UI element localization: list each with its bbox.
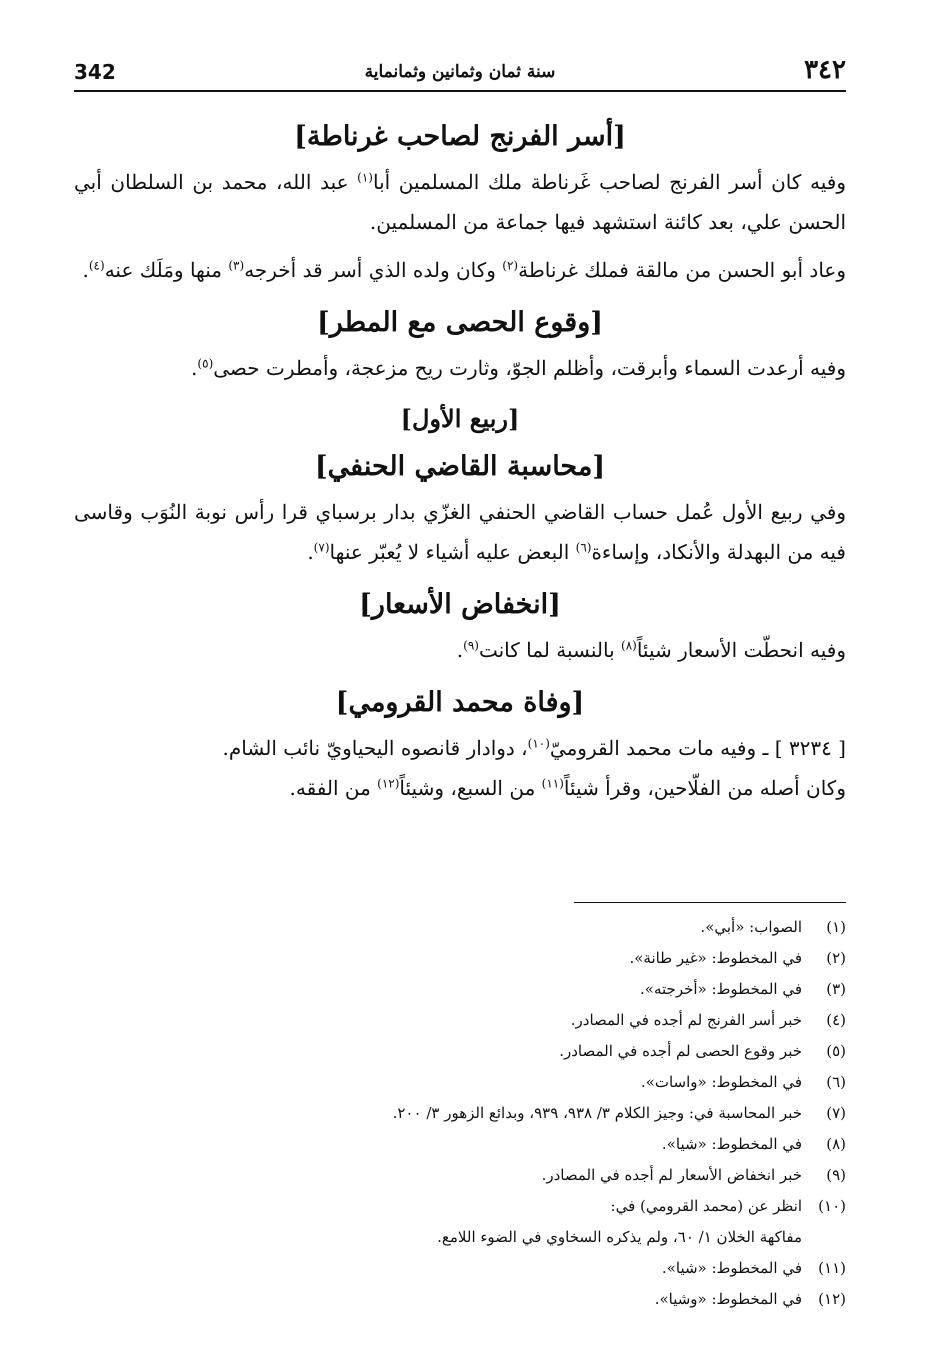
footnote-item: (٥)خبر وقوع الحصى لم أجده في المصادر. <box>559 1042 846 1060</box>
footnote-item: (١٠)انظر عن (محمد القرومي) في: <box>610 1197 846 1215</box>
section-title-qarumi-death: [وفاة محمد القرومي] <box>335 687 585 718</box>
paragraph: وفيه انحطّت الأسعار شيئاً$^{(٨)}$ بالنسبة لما كانت$^{(٩)}$. <box>456 638 846 662</box>
footnote-item: (٦)في المخطوط: «واسات». <box>640 1073 846 1091</box>
main-text <box>74 112 846 808</box>
paragraph: [ ٣٢٣٤ ] ـ وفيه مات محمد القروميّ$^{(١٠)}$، دوادار قانصوه اليحياويّ نائب الشام. <box>222 736 846 760</box>
footnotes <box>74 912 846 1315</box>
paragraph: وفيه كان أسر الفرنج لصاحب غَرناطة ملك المسلمين أبا$^{(١)}$ عبد الله، محمد بن السلطان أبي الحسن علي، بعد كائنة استشهد فيها جماعة من المسلمين. <box>74 170 847 234</box>
paragraph: وعاد أبو الحسن من مالقة فملك غرناطة$^{(٢)}$ وكان ولده الذي أسر قد أخرجه$^{(٣)}$ منها ومَلَك عنه$^{(٤)}$. <box>82 258 846 282</box>
footnote-item: (٩)خبر انخفاض الأسعار لم أجده في المصادر. <box>541 1166 846 1184</box>
footnote-ref[interactable]: (٥) <box>197 356 214 371</box>
footnote-item: (٤)خبر أسر الفرنج لم أجده في المصادر. <box>570 1011 846 1029</box>
paragraph: وفي ربيع الأول عُمل حساب القاضي الحنفي الغزّي بدار برسباي قرا رأس نوبة النُوَب وقاسى فيه من البهدلة والأنكاد، وإساءة$^{(٦)}$ البعض عليه أشياء لا يُعبّر عنها$^{(٧)}$. <box>74 500 846 564</box>
paragraph: وفيه أرعدت السماء وأبرقت، وأظلم الجوّ، وثارت ريح مزعجة، وأمطرت حصى$^{(٥)}$. <box>191 356 846 380</box>
footnote-ref[interactable]: (٦) <box>575 540 592 555</box>
footnote-ref[interactable]: (٩) <box>463 638 479 653</box>
footnote-item: (١٢)في المخطوط: «وشيا». <box>654 1290 846 1308</box>
running-title: سنة ثمان وثمانين وثمانماية <box>364 62 556 82</box>
section-title-franks-capture: [أسر الفرنج لصاحب غرناطة] <box>294 121 626 152</box>
footnote-item: (٨)في المخطوط: «شيا». <box>661 1135 846 1153</box>
footnote-item: (٣)في المخطوط: «أخرجته». <box>640 980 846 998</box>
month-heading: [ربيع الأول] <box>400 404 520 433</box>
footnote-divider <box>574 902 846 903</box>
footnote-ref[interactable]: (٧) <box>313 540 330 555</box>
footnote-continuation: مفاكهة الخلان ١/ ٦٠، ولم يذكره السخاوي في الضوء اللامع. <box>437 1228 802 1246</box>
footnote-ref[interactable]: (٨) <box>621 638 637 653</box>
section-title-judge-audit: [محاسبة القاضي الحنفي] <box>314 451 606 482</box>
footnote-ref[interactable]: (١) <box>357 170 373 185</box>
footnote-ref[interactable]: (٤) <box>88 258 105 273</box>
page-number-latin: 342 <box>74 60 116 84</box>
footnote-item: (١)الصواب: «أبي». <box>700 918 846 936</box>
footnote-ref[interactable]: (١١) <box>541 776 564 791</box>
section-title-hail: [وقوع الحصى مع المطر] <box>316 307 604 338</box>
page-number-arabic: ٣٤٢ <box>804 55 846 85</box>
footnote-item: (٢)في المخطوط: «غير طانة». <box>629 949 846 967</box>
running-header <box>74 52 846 92</box>
footnote-item: (١١)في المخطوط: «شيا». <box>661 1259 846 1277</box>
footnote-item: (٧)خبر المحاسبة في: وجيز الكلام ٣/ ٩٣٨، ٩٣٩، وبدائع الزهور ٣/ ٢٠٠. <box>392 1104 846 1122</box>
section-title-prices-drop: [انخفاض الأسعار] <box>359 589 561 620</box>
footnote-ref[interactable]: (١٢) <box>377 776 400 791</box>
paragraph: وكان أصله من الفلّاحين، وقرأ شيئاً$^{(١١)}$ من السبع، وشيئاً$^{(١٢)}$ من الفقه. <box>289 776 846 800</box>
footnote-ref[interactable]: (٢) <box>502 258 519 273</box>
footnote-ref[interactable]: (١٠) <box>527 736 550 751</box>
footnote-ref[interactable]: (٣) <box>228 258 245 273</box>
